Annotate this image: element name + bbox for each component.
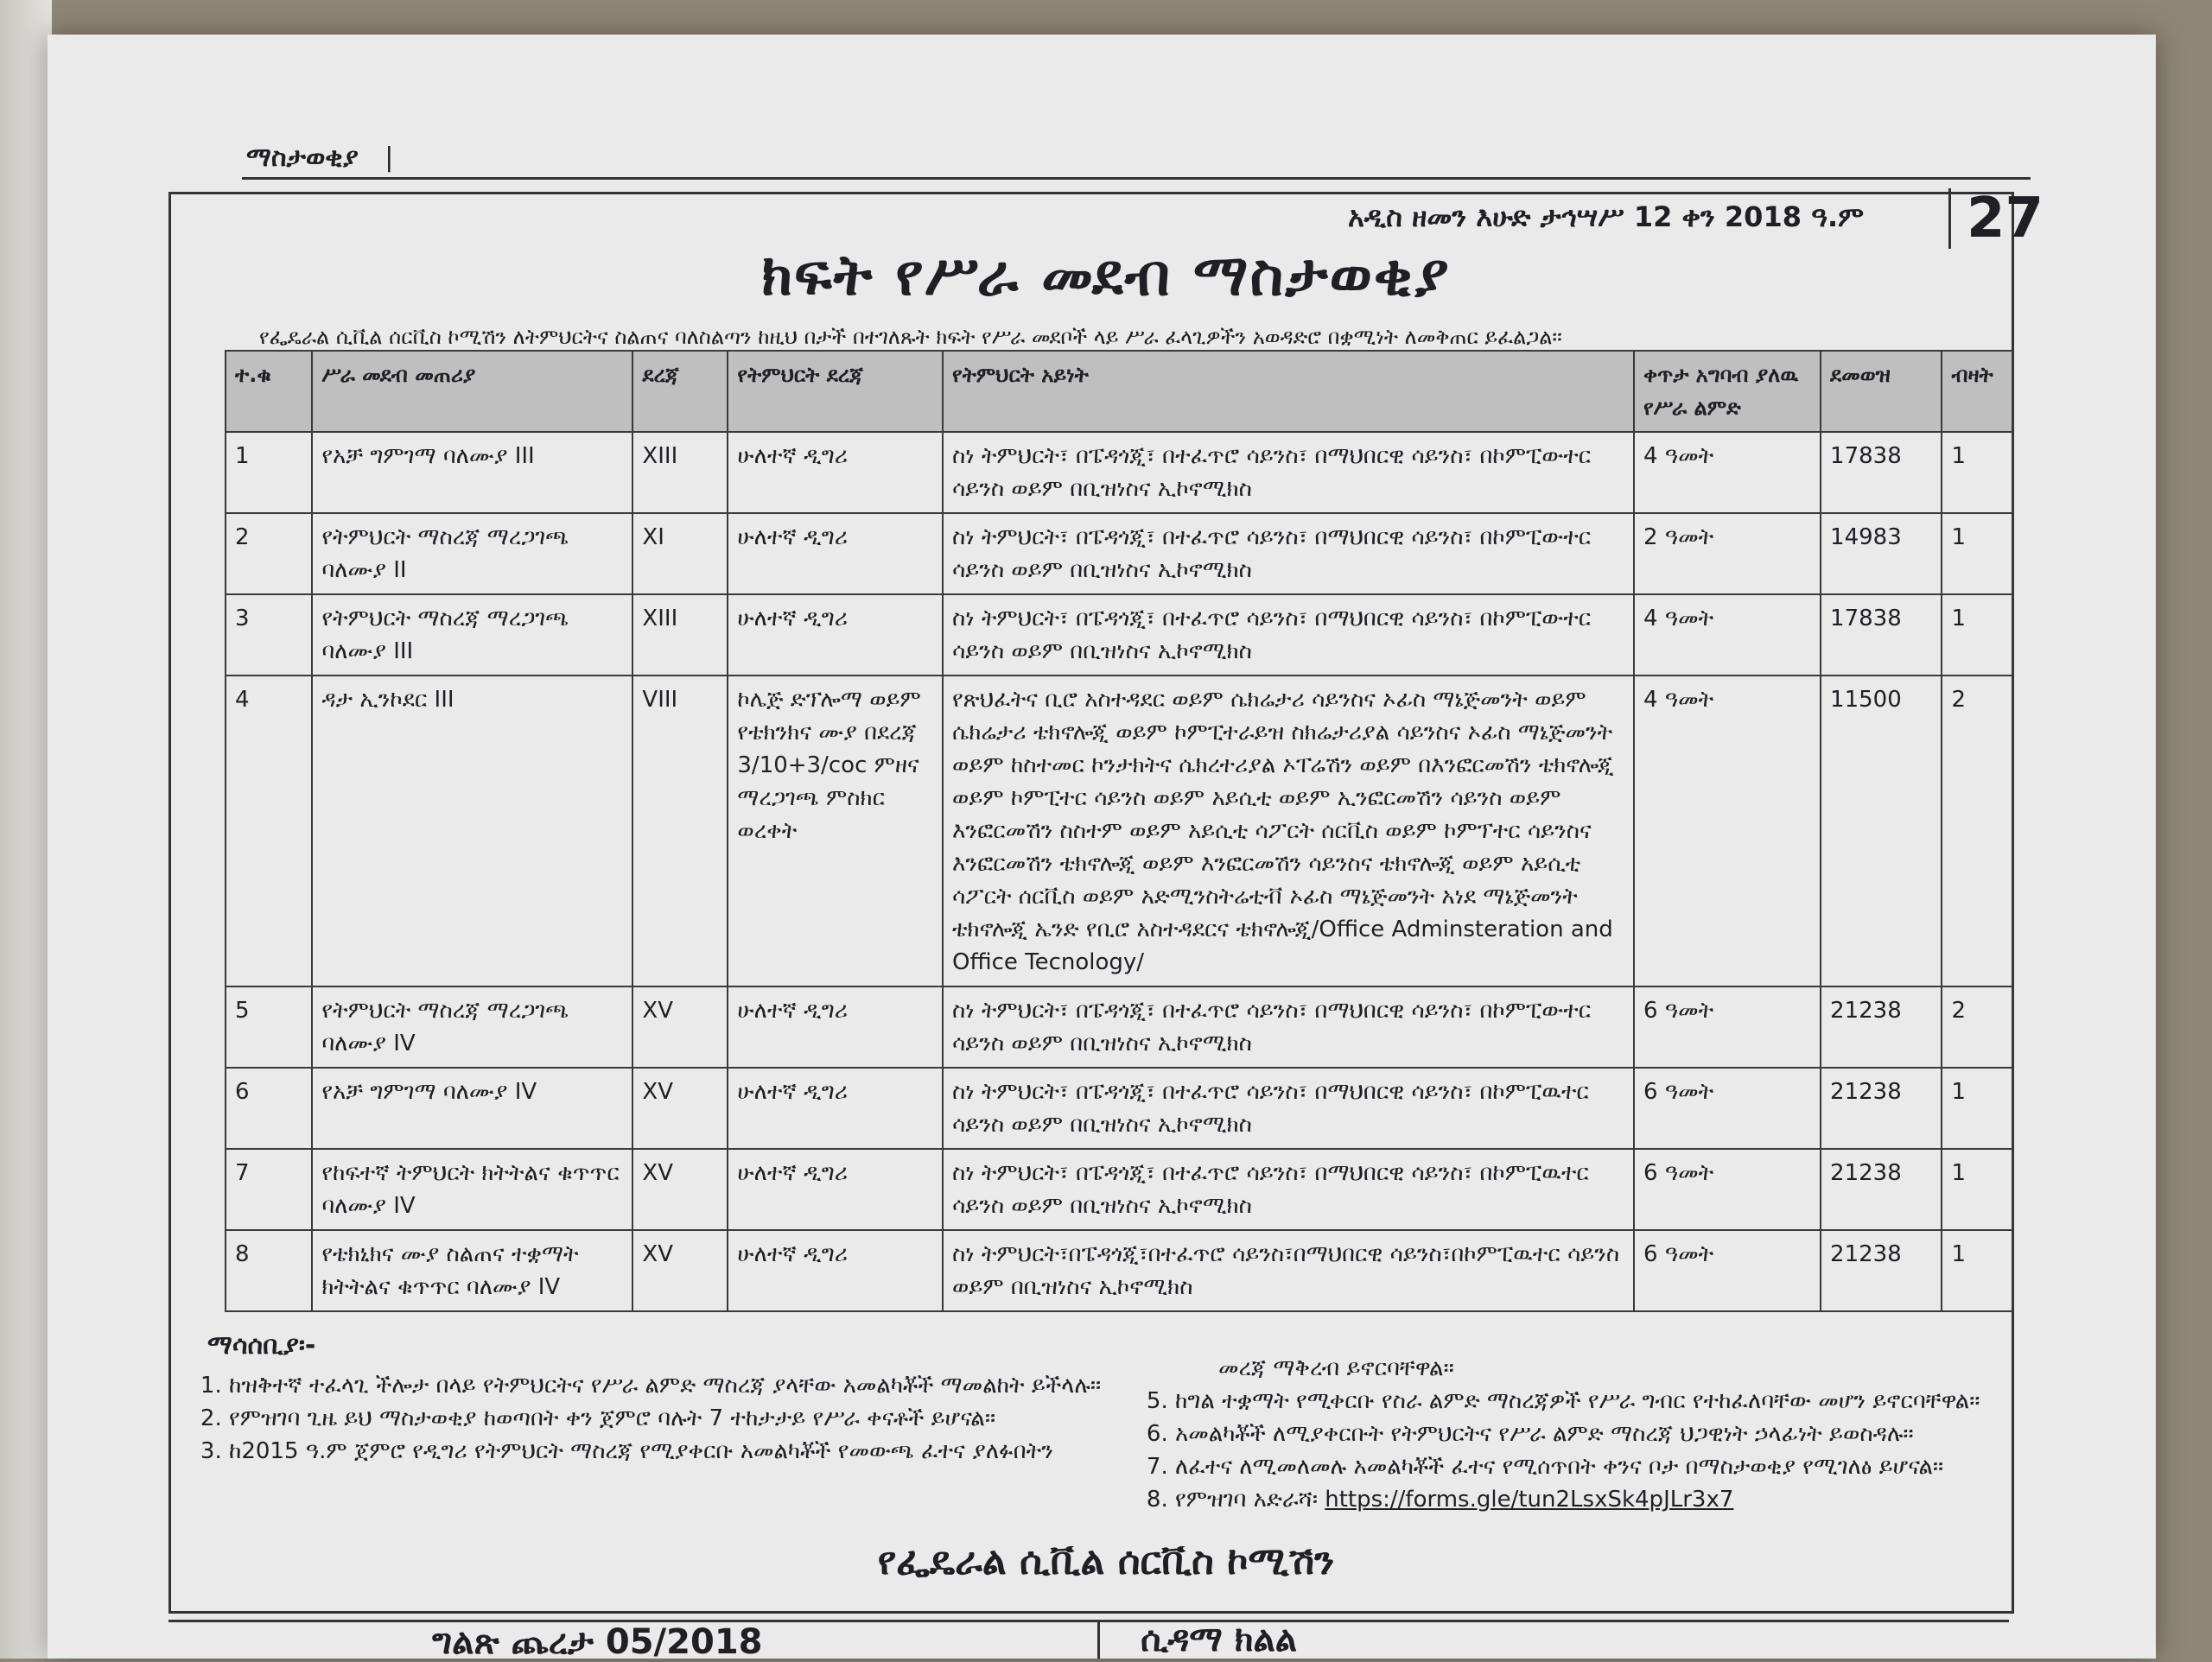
cell-experience: 6 ዓመት bbox=[1634, 986, 1821, 1068]
cell-position: የትምህርት ማስረጃ ማረጋገጫ ባለሙያ IV bbox=[312, 986, 632, 1068]
cell-no: 1 bbox=[226, 432, 312, 513]
cell-experience: 6 ዓመት bbox=[1634, 1230, 1821, 1311]
col-position: ሥራ መደብ መጠሪያ bbox=[312, 351, 632, 432]
issuer-signature: የፌዴራል ሲቪል ሰርቪስ ኮሚሽን bbox=[877, 1539, 1335, 1583]
cell-grade: XI bbox=[632, 513, 728, 594]
cell-position: የትምህርት ማስረጃ ማረጋገጫ ባለሙያ III bbox=[312, 594, 632, 676]
note-item: 3. ከ2015 ዓ.ም ጀምሮ የዲግሪ የትምህርት ማስረጃ የሚያቀርቡ አመልካቾች የመውጫ ፈተና ያለፉበትን bbox=[229, 1435, 1171, 1468]
cell-quantity: 1 bbox=[1942, 594, 2012, 676]
cell-grade: XV bbox=[632, 1068, 728, 1149]
cell-position: የአቻ ግምገማ ባለሙያ IV bbox=[312, 1068, 632, 1149]
cell-no: 6 bbox=[226, 1068, 312, 1149]
cell-edu-type: ስነ ትምህርት፣ በፔዳጎጂ፣ በተፈጥሮ ሳይንስ፣ በማህበርዊ ሳይንስ፣ በኮምፒዉተር ሳይንስ ወይም በቢዝነስና ኢኮኖሚክስ bbox=[943, 1068, 1634, 1149]
cell-salary: 21238 bbox=[1821, 1068, 1942, 1149]
cell-experience: 4 ዓመት bbox=[1634, 432, 1821, 513]
section-bar: | bbox=[385, 143, 394, 173]
col-edu-level: የትምህርት ደረጃ bbox=[728, 351, 943, 432]
cell-position: የአቻ ግምገማ ባለሙያ III bbox=[312, 432, 632, 513]
note-item-continuation: መረጃ ማቅረብ ይኖርባቸዋል፡፡ bbox=[1218, 1355, 1454, 1381]
table-row bbox=[226, 1149, 2012, 1230]
ad-intro: የፌዴራል ሲቪል ሰርቪስ ኮሚሽን ለትምህርትና ስልጠና ባለስልጣን ከዚህ በታች በተገለጹት ክፍት የሥራ መደቦች ላይ ሥራ ፈላጊዎችን አወዳድሮ በቋሚነት ለመቅጠር ይፈልጋል፡፡ bbox=[259, 325, 1562, 349]
cell-salary: 21238 bbox=[1821, 1230, 1942, 1311]
cell-no: 4 bbox=[226, 676, 312, 986]
cell-quantity: 1 bbox=[1942, 432, 2012, 513]
cell-quantity: 1 bbox=[1942, 513, 2012, 594]
cell-edu-level: ኮሌጅ ድፕሎማ ወይም የቴክንክና ሙያ በደረጃ 3/10+3/coc ምዘና ማረጋገጫ ምስክር ወረቀት bbox=[728, 676, 943, 986]
cell-experience: 6 ዓመት bbox=[1634, 1149, 1821, 1230]
cell-edu-level: ሁለተኛ ዲግሪ bbox=[728, 432, 943, 513]
cell-salary: 11500 bbox=[1821, 676, 1942, 986]
vacancy-table bbox=[225, 350, 2013, 1312]
section-label: ማስታወቂያ bbox=[246, 143, 359, 173]
table-header-row bbox=[226, 351, 2012, 432]
cell-quantity: 1 bbox=[1942, 1149, 2012, 1230]
cell-no: 2 bbox=[226, 513, 312, 594]
cell-edu-level: ሁለተኛ ዲግሪ bbox=[728, 594, 943, 676]
cell-experience: 4 ዓመት bbox=[1634, 594, 1821, 676]
col-quantity: ብዛት bbox=[1942, 351, 2012, 432]
cell-quantity: 1 bbox=[1942, 1230, 2012, 1311]
cell-edu-level: ሁለተኛ ዲግሪ bbox=[728, 1068, 943, 1149]
note-item-registration bbox=[1175, 1483, 2039, 1516]
cell-edu-level: ሁለተኛ ዲግሪ bbox=[728, 1230, 943, 1311]
table-row bbox=[226, 1230, 2012, 1311]
cell-quantity: 2 bbox=[1942, 986, 2012, 1068]
cell-grade: XV bbox=[632, 986, 728, 1068]
registration-link[interactable]: https://forms.gle/tun2LsxSk4pJLr3x7 bbox=[1325, 1487, 1734, 1513]
ad-title: ክፍት የሥራ መደብ ማስታወቂያ bbox=[761, 242, 1451, 308]
note-item: 5. ከግል ተቋማት የሚቀርቡ የስራ ልምድ ማስረጃዎች የሥራ ግብር የተከፈለባቸው መሆን ይኖርባቸዋል፡፡ bbox=[1175, 1385, 2039, 1418]
cell-edu-type: ስነ ትምህርት፣ በፔዳጎጂ፣ በተፈጥሮ ሳይንስ፣ በማህበርዊ ሳይንስ፣ በኮምፒዉተር ሳይንስ ወይም በቢዝነስና ኢኮኖሚክስ bbox=[943, 1149, 1634, 1230]
note-item: 6. አመልካቾች ለሚያቀርቡት የትምህርትና የሥራ ልምድ ማስረጃ ህጋዊነት ኃላፊነት ይወስዳሉ፡፡ bbox=[1175, 1418, 2039, 1450]
cell-edu-type: የጽህፈትና ቢሮ አስተዳደር ወይም ሴክሬታሪ ሳይንስና ኦፊስ ማኔጅመንት ወይም ሴክሬታሪ ቴክኖሎጂ ወይም ኮምፒተራይዝ ስክሬታሪያል ሳይንስና ኦፊስ ማኔጅመንት ወይም ከስተመር ኮንታክትና ሴክረተሪያል ኦፐሬሽን ወይም በእንፎርመሽን ቴክኖሎጂ ወይም ኮምፒተር ሳይንስ ወይም አይሲቲ ወይም ኢንፎርመሽን ሳይንስ ወይም እንፎርመሽን ስስተም ወይም አይሲቲ ሳፖርት ሰርቪስ ወይም ኮምፕተር ሳይንስና እንፎርመሽን ቴክኖሎጂ ወይም እንፎርመሽን ሳይንስና ቴክኖሎጂ ወይም አይሲቲ ሳፖርት ሰርቪስ ወይም አድሚንስትሬቲቭ ኦፊስ ማኔጅመንት አነደ ማኔጅመንት ቴክኖሎጂ ኤንድ የቢሮ አስተዳደርና ቴክኖሎጂ/Office Adminsteration and Office Tecnology/ bbox=[943, 676, 1634, 986]
col-salary: ደመወዝ bbox=[1821, 351, 1942, 432]
table-row bbox=[226, 676, 2012, 986]
section-tag bbox=[246, 143, 393, 173]
cell-edu-type: ስነ ትምህርት፣ በፔዳጎጂ፣ በተፈጥሮ ሳይንስ፣ በማህበርዊ ሳይንስ፣ በኮምፒውተር ሳይንስ ወይም በቢዝነስና ኢኮኖሚክስ bbox=[943, 594, 1634, 676]
cell-grade: VIII bbox=[632, 676, 728, 986]
table-row bbox=[226, 513, 2012, 594]
notes-list-right bbox=[1141, 1352, 2039, 1516]
note-item: 1. ከዝቅተኛ ተፈላጊ ችሎታ በላይ የትምህርትና የሥራ ልምድ ማስረጃ ያላቸው አመልካቾች ማመልከት ይችላሉ፡፡ bbox=[229, 1369, 1171, 1402]
cell-no: 8 bbox=[226, 1230, 312, 1311]
cell-salary: 17838 bbox=[1821, 594, 1942, 676]
col-edu-type: የትምህርት አይነት bbox=[943, 351, 1634, 432]
page-number: 27 bbox=[1948, 188, 2044, 249]
cell-grade: XV bbox=[632, 1230, 728, 1311]
cell-salary: 17838 bbox=[1821, 432, 1942, 513]
table-row bbox=[226, 594, 2012, 676]
cell-edu-level: ሁለተኛ ዲግሪ bbox=[728, 1149, 943, 1230]
cell-grade: XIII bbox=[632, 594, 728, 676]
cell-no: 3 bbox=[226, 594, 312, 676]
cell-grade: XV bbox=[632, 1149, 728, 1230]
cell-edu-type: ስነ ትምህርት፣በፔዳጎጂ፣በተፈጥሮ ሳይንስ፣በማህበርዊ ሳይንስ፣በኮምፒዉተር ሳይንስ ወይም በቢዝነስና ኢኮኖሚክስ bbox=[943, 1230, 1634, 1311]
cell-no: 5 bbox=[226, 986, 312, 1068]
cell-quantity: 2 bbox=[1942, 676, 2012, 986]
cell-position: የከፍተኛ ትምህርት ክትትልና ቁጥጥር ባለሙያ IV bbox=[312, 1149, 632, 1230]
cell-edu-type: ስነ ትምህርት፣ በፔዳጎጂ፣ በተፈጥሮ ሳይንስ፣ በማህበርዊ ሳይንስ፣ በኮምፒውተር ሳይንስ ወይም በቢዝነስና ኢኮኖሚክስ bbox=[943, 513, 1634, 594]
cell-salary: 21238 bbox=[1821, 986, 1942, 1068]
table-row bbox=[226, 986, 2012, 1068]
next-ad-divider bbox=[1097, 1620, 1100, 1659]
cell-edu-type: ስነ ትምህርት፣ በፔዳጎጂ፣ በተፈጥሮ ሳይንስ፣ በማህበርዊ ሳይንስ፣ በኮምፒውተር ሳይንስ ወይም በቢዝነስና ኢኮኖሚክስ bbox=[943, 986, 1634, 1068]
next-ad-left-title: ግልጽ ጨረታ 05/2018 bbox=[432, 1622, 763, 1662]
note-item: 2. የምዝገባ ጊዜ ይህ ማስታወቂያ ከወጣበት ቀን ጀምሮ ባሉት 7 ተከታታይ የሥራ ቀናቶች ይሆናል፡፡ bbox=[229, 1402, 1171, 1435]
note-item: 7. ለፈተና ለሚመለመሉ አመልካቾች ፈተና የሚሰጥበት ቀንና ቦታ በማስታወቂያ የሚገለፅ ይሆናል፡፡ bbox=[1175, 1450, 2039, 1483]
registration-label: የምዝገባ አድራሻ፡ bbox=[1175, 1487, 1318, 1513]
cell-experience: 4 ዓመት bbox=[1634, 676, 1821, 986]
cell-position: የቴክኒክና ሙያ ስልጠና ተቋማት ክትትልና ቁጥጥር ባለሙያ IV bbox=[312, 1230, 632, 1311]
notes-list-left bbox=[194, 1369, 1171, 1468]
notes-title: ማሳሰቢያ፡- bbox=[207, 1330, 316, 1361]
col-no: ተ.ቁ bbox=[226, 351, 312, 432]
next-ad-right-title: ሲዳማ ክልል bbox=[1141, 1620, 1298, 1659]
cell-grade: XIII bbox=[632, 432, 728, 513]
table-row bbox=[226, 1068, 2012, 1149]
cell-salary: 14983 bbox=[1821, 513, 1942, 594]
col-experience: ቀጥታ አግባብ ያለዉ የሥራ ልምድ bbox=[1634, 351, 1821, 432]
cell-salary: 21238 bbox=[1821, 1149, 1942, 1230]
header-rule bbox=[242, 177, 2031, 180]
cell-position: የትምህርት ማስረጃ ማረጋገጫ ባለሙያ II bbox=[312, 513, 632, 594]
cell-no: 7 bbox=[226, 1149, 312, 1230]
table-row bbox=[226, 432, 2012, 513]
cell-experience: 6 ዓመት bbox=[1634, 1068, 1821, 1149]
paper-date-line: አዲስ ዘመን እሁድ ታኅሣሥ 12 ቀን 2018 ዓ.ም bbox=[1348, 200, 1865, 233]
cell-experience: 2 ዓመት bbox=[1634, 513, 1821, 594]
cell-position: ዳታ ኢንኮደር III bbox=[312, 676, 632, 986]
col-grade: ደረጃ bbox=[632, 351, 728, 432]
cell-edu-level: ሁለተኛ ዲግሪ bbox=[728, 986, 943, 1068]
cell-edu-type: ስነ ትምህርት፣ በፔዳጎጂ፣ በተፈጥሮ ሳይንስ፣ በማህበርዊ ሳይንስ፣ በኮምፒውተር ሳይንስ ወይም በቢዝነስና ኢኮኖሚክስ bbox=[943, 432, 1634, 513]
cell-quantity: 1 bbox=[1942, 1068, 2012, 1149]
cell-edu-level: ሁለተኛ ዲግሪ bbox=[728, 513, 943, 594]
